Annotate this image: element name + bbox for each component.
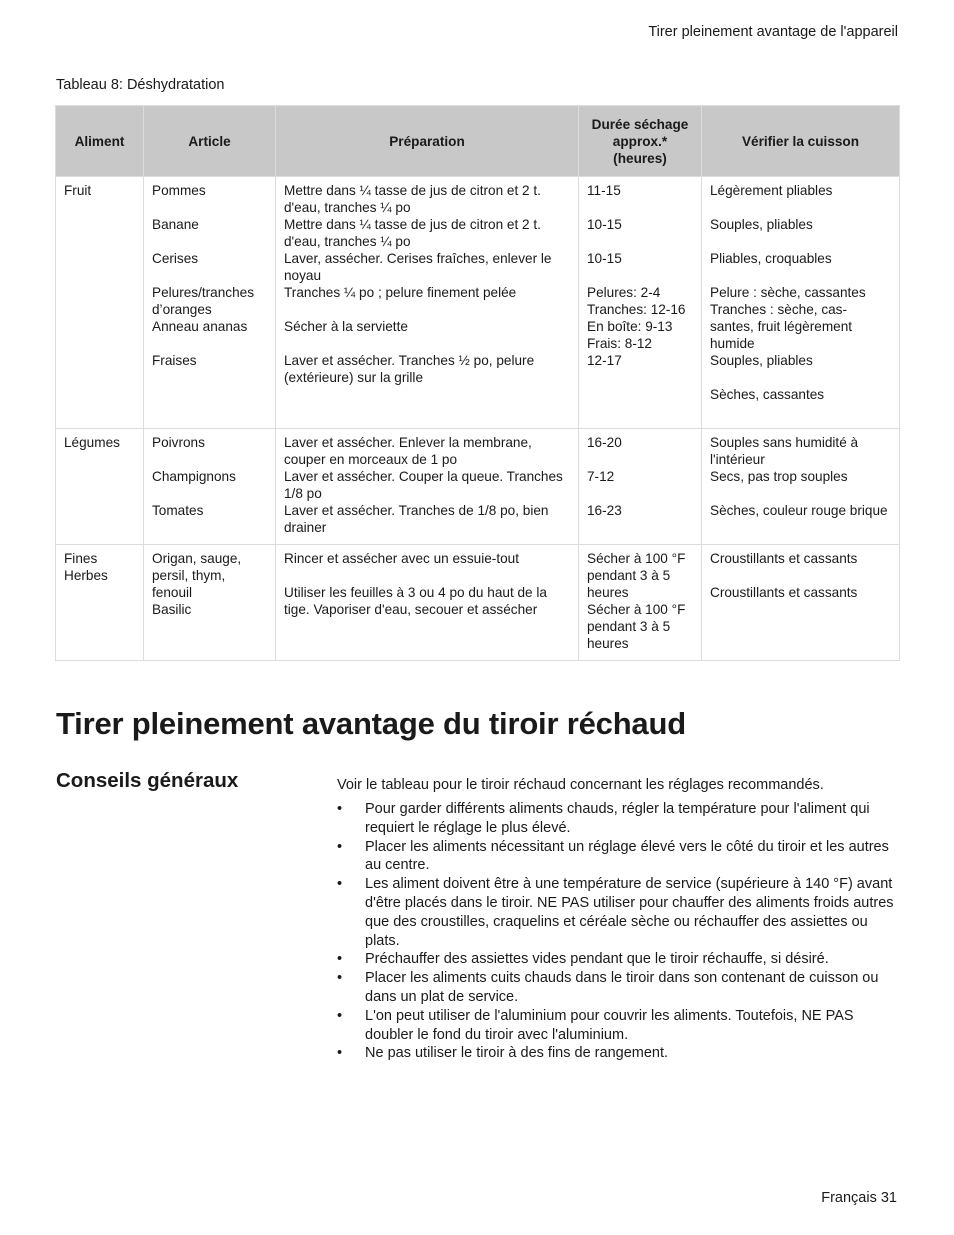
cell-verification xyxy=(702,429,900,545)
verification-entry: Pliables, croquables xyxy=(710,251,832,266)
verification-entry: Secs, pas trop souples xyxy=(710,469,848,484)
bullet-icon: • xyxy=(337,838,343,855)
duree-entry: Pelures: 2-4 Tranches: 12-16 xyxy=(587,285,686,317)
bullet-icon: • xyxy=(337,1045,343,1062)
tip-item xyxy=(337,950,897,969)
article-entry: Basilic xyxy=(152,602,192,617)
tip-text: Ne pas utiliser le tiroir à des fins de rangement. xyxy=(365,1045,669,1062)
dehydration-table xyxy=(55,105,900,661)
duree-entry: Sécher à 100 °F pendant 3 à 5 heures xyxy=(587,551,686,600)
cell-duree xyxy=(579,177,702,429)
cell-aliment xyxy=(56,177,144,429)
preparation-entry: Laver, assécher. Cerises fraîches, enlever le noyau xyxy=(284,251,552,283)
article-entry: Anneau ananas xyxy=(152,319,248,334)
tip-item xyxy=(337,838,897,876)
tip-item xyxy=(337,969,897,1007)
tip-text: Les aliment doivent être à une température de service (supérieure à 140 °F) avant d'être placés dans le tiroir. NE PAS utiliser pour chauffer des aliments froids autres que des croustilles, craquelins et céréale sèche ou réchauffer des assiettes ou plats. xyxy=(365,876,894,949)
article-entry: Banane xyxy=(152,217,199,232)
header-duree: Durée séchage approx.* (heures) xyxy=(579,106,702,177)
verification-entry: Sèches, couleur rouge brique xyxy=(710,503,888,518)
duree-entry: En boîte: 9-13 Frais: 8-12 xyxy=(587,319,673,351)
tip-text: Préchauffer des assiettes vides pendant que le tiroir réchauffe, si désiré. xyxy=(365,951,829,968)
tip-item xyxy=(337,800,897,838)
preparation-entry: Mettre dans ¼ tasse de jus de citron et 2 t. d'eau, tranches ¼ po xyxy=(284,217,541,249)
table-body xyxy=(56,177,900,661)
duree-entry: 11-15 xyxy=(587,183,621,198)
table-row xyxy=(56,177,900,429)
tip-text: Placer les aliments nécessitant un réglage élevé vers le côté du tiroir et les autres au centre. xyxy=(365,838,889,874)
tip-item xyxy=(337,875,897,950)
cell-preparation xyxy=(276,545,579,661)
tip-text: Pour garder différents aliments chauds, régler la température pour l'aliment qui requiert le réglage le plus élevé. xyxy=(365,801,870,836)
aliment-label: Fruit xyxy=(64,183,92,198)
aliment-label: Fines Herbes xyxy=(64,551,108,583)
preparation-entry: Laver et assécher. Couper la queue. Tranches 1/8 po xyxy=(284,469,563,501)
bullet-icon: • xyxy=(337,801,343,817)
bullet-icon: • xyxy=(337,1007,343,1024)
cell-aliment xyxy=(56,545,144,661)
duree-entry: 10-15 xyxy=(587,217,622,232)
article-entry: Pelures/tranches d’oranges xyxy=(152,285,255,317)
tip-item xyxy=(337,1044,897,1063)
table-header-row xyxy=(56,106,900,177)
article-entry: Cerises xyxy=(152,251,199,266)
duree-entry: 16-23 xyxy=(587,503,622,518)
page-footer: Français 31 xyxy=(821,1190,897,1206)
cell-article xyxy=(144,429,276,545)
duree-entry: 12-17 xyxy=(587,353,622,368)
cell-preparation xyxy=(276,177,579,429)
header-preparation: Préparation xyxy=(276,106,579,177)
preparation-entry: Utiliser les feuilles à 3 ou 4 po du haut de la tige. Vaporiser d'eau, secouer et assécher xyxy=(284,585,547,617)
verification-entry: Pelure : sèche, cassantes Tranches : sèche, cas- santes, fruit légèrement humide xyxy=(710,285,866,351)
article-entry: Pommes xyxy=(152,183,206,198)
verification-entry: Souples sans humidité à l'intérieur xyxy=(710,435,859,467)
section-title: Conseils généraux xyxy=(56,769,239,792)
bullet-icon: • xyxy=(337,951,343,968)
table-row xyxy=(56,429,900,545)
preparation-entry: Rincer et assécher avec un essuie-tout xyxy=(284,551,519,566)
cell-duree xyxy=(579,429,702,545)
cell-article xyxy=(144,177,276,429)
duree-entry: 10-15 xyxy=(587,251,622,266)
duree-entry: 7-12 xyxy=(587,469,615,484)
verification-entry: Croustillants et cassants xyxy=(710,551,858,566)
header-article: Article xyxy=(144,106,276,177)
aliment-label: Légumes xyxy=(64,435,120,450)
preparation-entry: Sécher à la serviette xyxy=(284,319,408,334)
cell-verification xyxy=(702,545,900,661)
intro-text: Voir le tableau pour le tiroir réchaud concernant les réglages recommandés. xyxy=(337,777,824,793)
header-aliment: Aliment xyxy=(56,106,144,177)
tip-text: Placer les aliments cuits chauds dans le tiroir dans son contenant de cuisson ou dans un plat de service. xyxy=(365,970,879,1005)
article-entry: Poivrons xyxy=(152,435,205,450)
cell-preparation xyxy=(276,429,579,545)
article-entry: Origan, sauge, persil, thym, fenouil xyxy=(152,551,242,600)
tip-item xyxy=(337,1007,897,1045)
preparation-entry: Tranches ¼ po ; pelure finement pelée xyxy=(284,285,517,300)
table-row xyxy=(56,545,900,661)
preparation-entry: Laver et assécher. Tranches de 1/8 po, bien drainer xyxy=(284,503,549,535)
cell-duree xyxy=(579,545,702,661)
verification-entry: Souples, pliables xyxy=(710,353,813,368)
table-caption: Tableau 8: Déshydratation xyxy=(56,77,225,93)
verification-entry: Sèches, cassantes xyxy=(710,387,825,402)
cell-aliment xyxy=(56,429,144,545)
preparation-entry: Mettre dans ¼ tasse de jus de citron et 2 t. d'eau, tranches ¼ po xyxy=(284,183,541,215)
preparation-entry: Laver et assécher. Enlever la membrane, couper en morceaux de 1 po xyxy=(284,435,532,467)
article-entry: Champignons xyxy=(152,469,236,484)
duree-entry: 16-20 xyxy=(587,435,622,450)
page-title: Tirer pleinement avantage du tiroir réchaud xyxy=(56,706,686,741)
tips-list xyxy=(337,800,897,1063)
running-header: Tirer pleinement avantage de l'appareil xyxy=(648,24,898,40)
preparation-entry: Laver et assécher. Tranches ½ po, pelure (extérieure) sur la grille xyxy=(284,353,535,385)
tip-text: L'on peut utiliser de l'aluminium pour couvrir les aliments. Toutefois, NE PAS doubler le fond du tiroir avec l'aluminium. xyxy=(365,1007,854,1043)
verification-entry: Souples, pliables xyxy=(710,217,813,232)
bullet-icon: • xyxy=(337,876,343,893)
header-verifier: Vérifier la cuisson xyxy=(702,106,900,177)
verification-entry: Croustillants et cassants xyxy=(710,585,858,600)
duree-entry: Sécher à 100 °F pendant 3 à 5 heures xyxy=(587,602,686,651)
article-entry: Tomates xyxy=(152,503,204,518)
cell-article xyxy=(144,545,276,661)
cell-verification xyxy=(702,177,900,429)
verification-entry: Légèrement pliables xyxy=(710,183,833,198)
bullet-icon: • xyxy=(337,970,343,987)
article-entry: Fraises xyxy=(152,353,197,368)
